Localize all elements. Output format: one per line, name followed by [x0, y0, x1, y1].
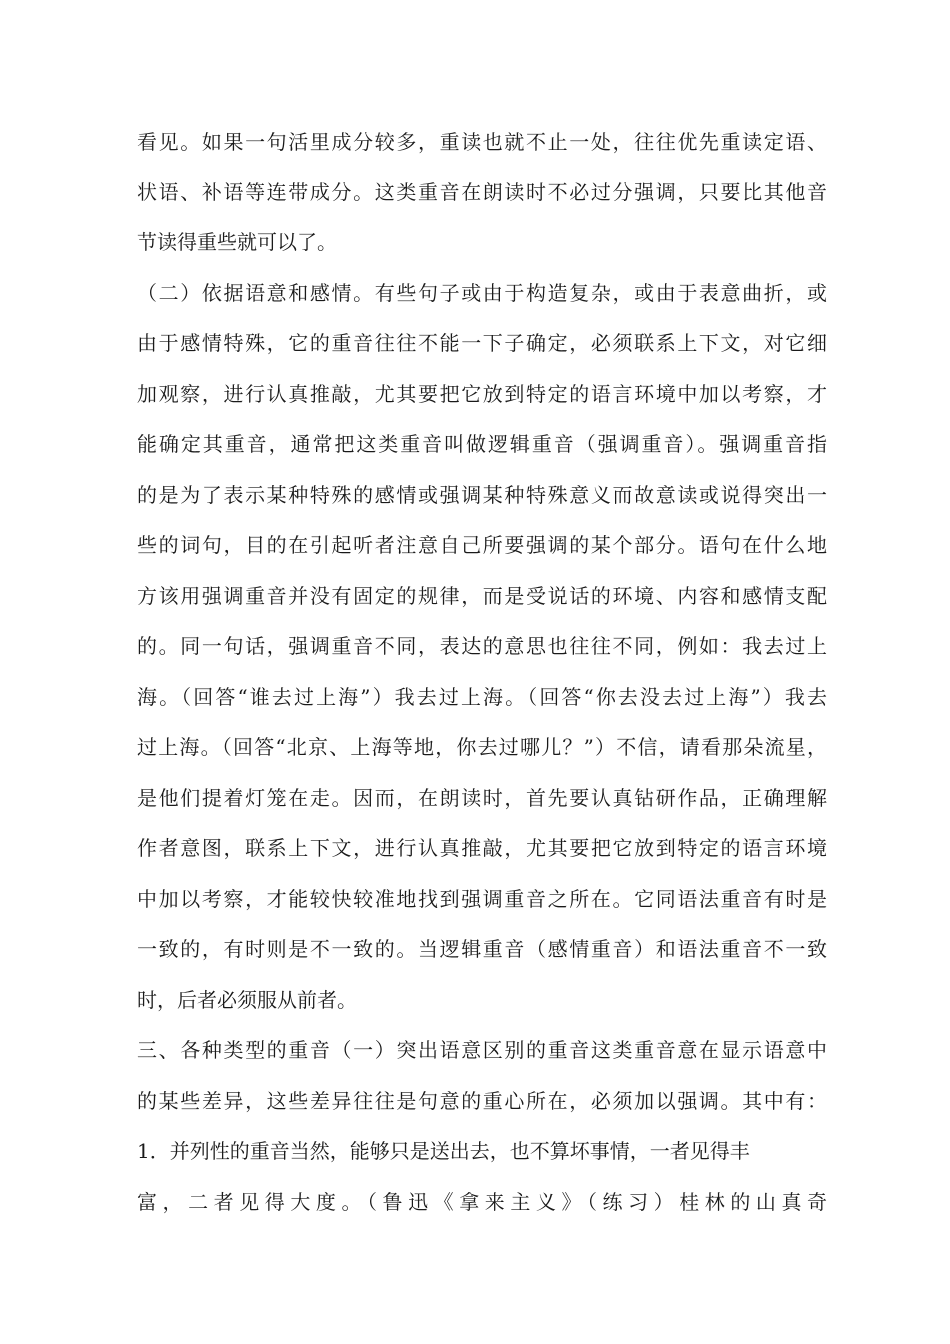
text-line: 能确定其重音，通常把这类重音叫做逻辑重音（强调重音）。强调重音指 [137, 432, 827, 456]
text-line: 一致的，有时则是不一致的。当逻辑重音（感情重音）和语法重音不一致 [137, 937, 827, 961]
text-line: 三、各种类型的重音（一）突出语意区别的重音这类重音意在显示语意中 [137, 1038, 827, 1062]
text-line: 的是为了表示某种特殊的感情或强调某种特殊意义而故意读或说得突出一 [137, 483, 827, 507]
text-line: 作者意图，联系上下文，进行认真推敲，尤其要把它放到特定的语言环境 [137, 836, 827, 860]
text-line: 是他们提着灯笼在走。因而，在朗读时，首先要认真钻研作品，正确理解 [137, 786, 827, 810]
text-line: 的。同一句话，强调重音不同，表达的意思也往往不同，例如：我去过上 [137, 634, 827, 658]
text-line: 加观察，进行认真推敲，尤其要把它放到特定的语言环境中加以考察，才 [137, 382, 827, 406]
text-line: 过上海。（回答“北京、上海等地，你去过哪儿？”）不信，请看那朵流星， [137, 735, 827, 759]
text-line: 的某些差异，这些差异往往是句意的重心所在，必须加以强调。其中有： [137, 1089, 827, 1113]
text-line: 方该用强调重音并没有固定的规律，而是受说话的环境、内容和感情支配 [137, 584, 827, 608]
text-line: 状语、补语等连带成分。这类重音在朗读时不必过分强调，只要比其他音 [137, 180, 827, 204]
text-line: 海。（回答“谁去过上海”）我去过上海。（回答“你去没去过上海”）我去 [137, 685, 827, 709]
text-line: （二）依据语意和感情。有些句子或由于构造复杂，或由于表意曲折，或 [137, 281, 827, 305]
text-line: 看见。如果一句活里成分较多，重读也就不止一处，往往优先重读定语、 [137, 130, 827, 154]
text-line: 些的词句，目的在引起听者注意自己所要强调的某个部分。语句在什么地 [137, 533, 827, 557]
text-line: 中加以考察，才能较快较准地找到强调重音之所在。它同语法重音有时是 [137, 887, 827, 911]
text-line: 富，二者见得大度。（鲁迅《拿来主义》（练习）桂林的山真奇 [137, 1190, 827, 1214]
text-line: 时，后者必须服从前者。 [137, 988, 357, 1012]
text-line: 由于感情特殊，它的重音往往不能一下子确定，必须联系上下文，对它细 [137, 331, 827, 355]
text-line: 1．并列性的重音当然，能够只是送出去，也不算坏事情，一者见得丰 [137, 1139, 750, 1163]
text-line: 节读得重些就可以了。 [137, 230, 337, 254]
